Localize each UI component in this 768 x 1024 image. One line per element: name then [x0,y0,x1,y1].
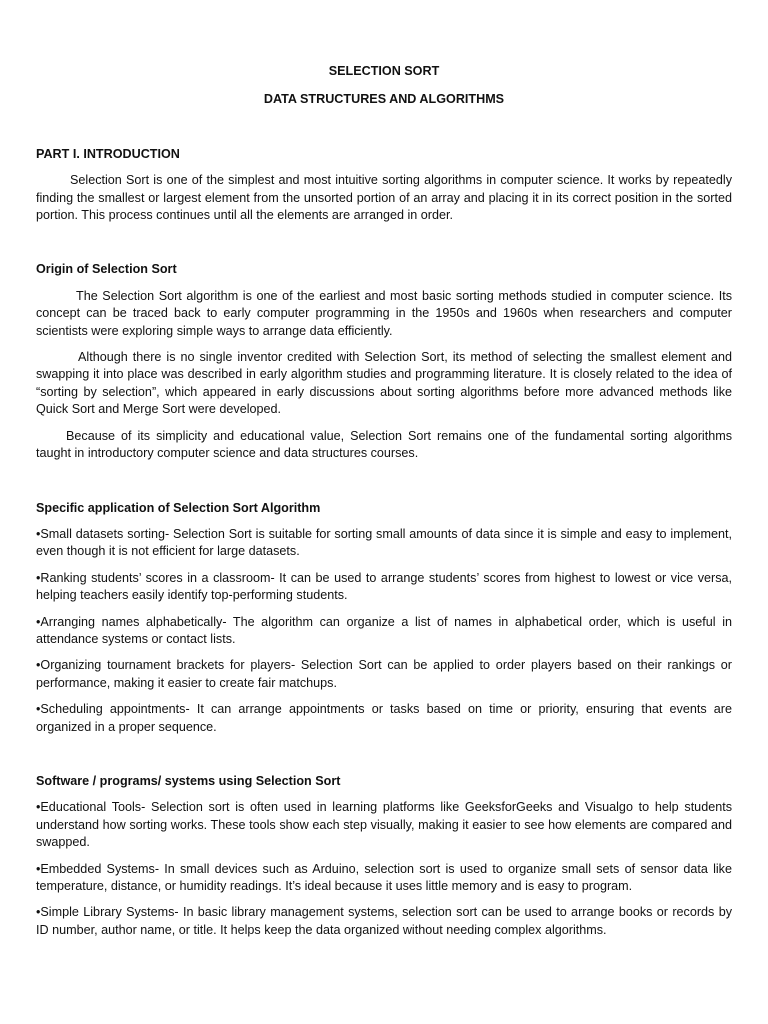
application-item: •Ranking students’ scores in a classroom- It can be used to arrange students’ scores from highest to lowest or vice versa, helping teachers easily identify top-performing students. [36,570,732,603]
software-item: •Simple Library Systems- In basic library management systems, selection sort can be used to arrange books or records by ID number, author name, or title. It helps keep the data organized without needing complex algorithms. [36,905,732,937]
intro-paragraph: Selection Sort is one of the simplest and most intuitive sorting algorithms in computer science. It works by repeatedly finding the smallest or largest element from the unsorted portion of an array and placing it in its correct position in the sorted portion. This process continues until all the elements are arranged in order. [36,173,732,223]
origin-heading: Origin of Selection Sort [36,262,177,277]
application-item: •Scheduling appointments- It can arrange appointments or tasks based on time or priority, ensuring that events are organized in a proper sequence. [36,702,732,734]
document-subtitle: DATA STRUCTURES AND ALGORITHMS [263,92,505,107]
software-heading: Software / programs/ systems using Selection Sort [36,773,341,788]
application-item: •Small datasets sorting- Selection Sort is suitable for sorting small amounts of data since it is simple and easy to implement, even though it is not efficient for large datasets. [36,526,732,559]
software-item: •Embedded Systems- In small devices such as Arduino, selection sort is used to organize small sets of sensor data like temperature, distance, or humidity readings. It’s ideal because it uses little memory and is easy to program. [36,861,732,893]
document-title: SELECTION SORT [328,64,440,78]
application-item: •Arranging names alphabetically- The algorithm can organize a list of names in alphabetical order, which is useful in attendance systems or contact lists. [36,614,732,646]
origin-paragraph: Although there is no single inventor credited with Selection Sort, its method of selecting the smallest element and swapping it into place was described in early algorithm studies and programming literature. It is closely related to the idea of “sorting by selection”, which appeared in early discussions about sorting algorithms before more advanced methods like Quick Sort and Merge Sort were developed. [36,350,732,417]
origin-paragraph: The Selection Sort algorithm is one of the earliest and most basic sorting methods studied in computer science. Its concept can be traced back to early computer programming in the 1950s and 1960s when researchers and computer scientists were exploring simple ways to arrange data efficiently. [36,288,732,338]
applications-heading: Specific application of Selection Sort Algorithm [36,500,321,515]
software-item: •Educational Tools- Selection sort is often used in learning platforms like GeeksforGeeks and Visualgo to help students understand how sorting works. These tools show each step visually, making it easier to see how elements are compared and swapped. [36,800,732,850]
origin-paragraph: Because of its simplicity and educational value, Selection Sort remains one of the fundamental sorting algorithms taught in introductory computer science and data structures courses. [36,428,732,461]
intro-heading: PART I. INTRODUCTION [36,146,180,161]
application-item: •Organizing tournament brackets for players- Selection Sort can be applied to order players based on their rankings or performance, making it easier to create fair matchups. [36,658,732,690]
